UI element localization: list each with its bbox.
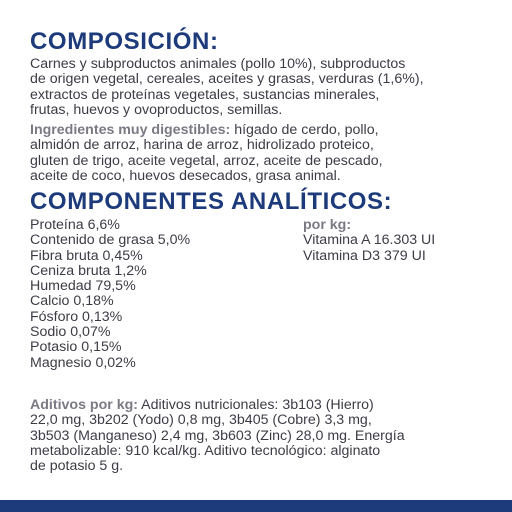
ingredientes-line: aceite de coco, huevos desecados, grasa animal. [30,167,341,184]
ingredientes-text [30,123,490,184]
aditivos-line: 3b503 (Manganeso) 2,4 mg, 3b603 (Zinc) 28,0 mg. Energía [30,427,405,444]
vitamina-item: Vitamina D3 379 UI [303,247,426,264]
composicion-text [30,57,490,118]
aditivos-first-line [30,398,490,413]
composicion-line: Carnes y subproductos animales (pollo 10%), subproductos [30,56,406,72]
composicion-line: frutas, huevos y ovoproductos, semillas. [30,101,283,118]
analiticos-left-column [30,218,280,371]
bottom-brand-bar [0,500,512,512]
aditivos-line: de potasio 5 g. [30,458,124,475]
ingredientes-line: almidón de arroz, harina de arroz, hidrolizado proteico, [30,137,374,154]
analitico-item: Contenido de grasa 5,0% [30,232,191,249]
composicion-line: de origen vegetal, cereales, aceites y grasas, verduras (1,6%), [30,71,424,88]
analitico-item: Fósforo 0,13% [30,308,123,325]
analitico-item: Potasio 0,15% [30,339,122,356]
ingredientes-first: hígado de cerdo, pollo, [230,122,379,138]
ingredientes-line: gluten de trigo, aceite vegetal, arroz, aceite de pescado, [30,152,383,169]
analitico-item: Fibra bruta 0,45% [30,247,143,264]
por-kg-heading: por kg: [303,217,352,233]
aditivos-text [30,398,490,474]
analitico-item: Magnesio 0,02% [30,354,136,371]
aditivos-line: 22,0 mg, 3b202 (Yodo) 0,8 mg, 3b405 (Cobre) 3,3 mg, [30,412,372,429]
analitico-item: Sodio 0,07% [30,324,111,341]
analitico-item: Humedad 79,5% [30,278,136,295]
ingredientes-first-line [30,123,490,138]
ingredientes-label: Ingredientes muy digestibles: [30,122,231,138]
aditivos-first: Aditivos nutricionales: 3b103 (Hierro) [138,397,374,413]
analiticos-right-column [303,218,503,264]
analitico-item: Proteína 6,6% [30,217,120,233]
vitamina-item: Vitamina A 16.303 UI [303,232,436,249]
aditivos-label: Aditivos por kg: [30,397,138,413]
composicion-heading: COMPOSICIÓN: [30,28,219,55]
analitico-item: Calcio 0,18% [30,293,114,310]
analitico-item: Ceniza bruta 1,2% [30,262,147,279]
aditivos-line: metabolizable: 910 kcal/kg. Aditivo tecnológico: alginato [30,442,381,459]
composicion-line: extractos de proteínas vegetales, sustancias minerales, [30,86,380,103]
analiticos-heading: COMPONENTES ANALÍTICOS: [30,188,393,215]
